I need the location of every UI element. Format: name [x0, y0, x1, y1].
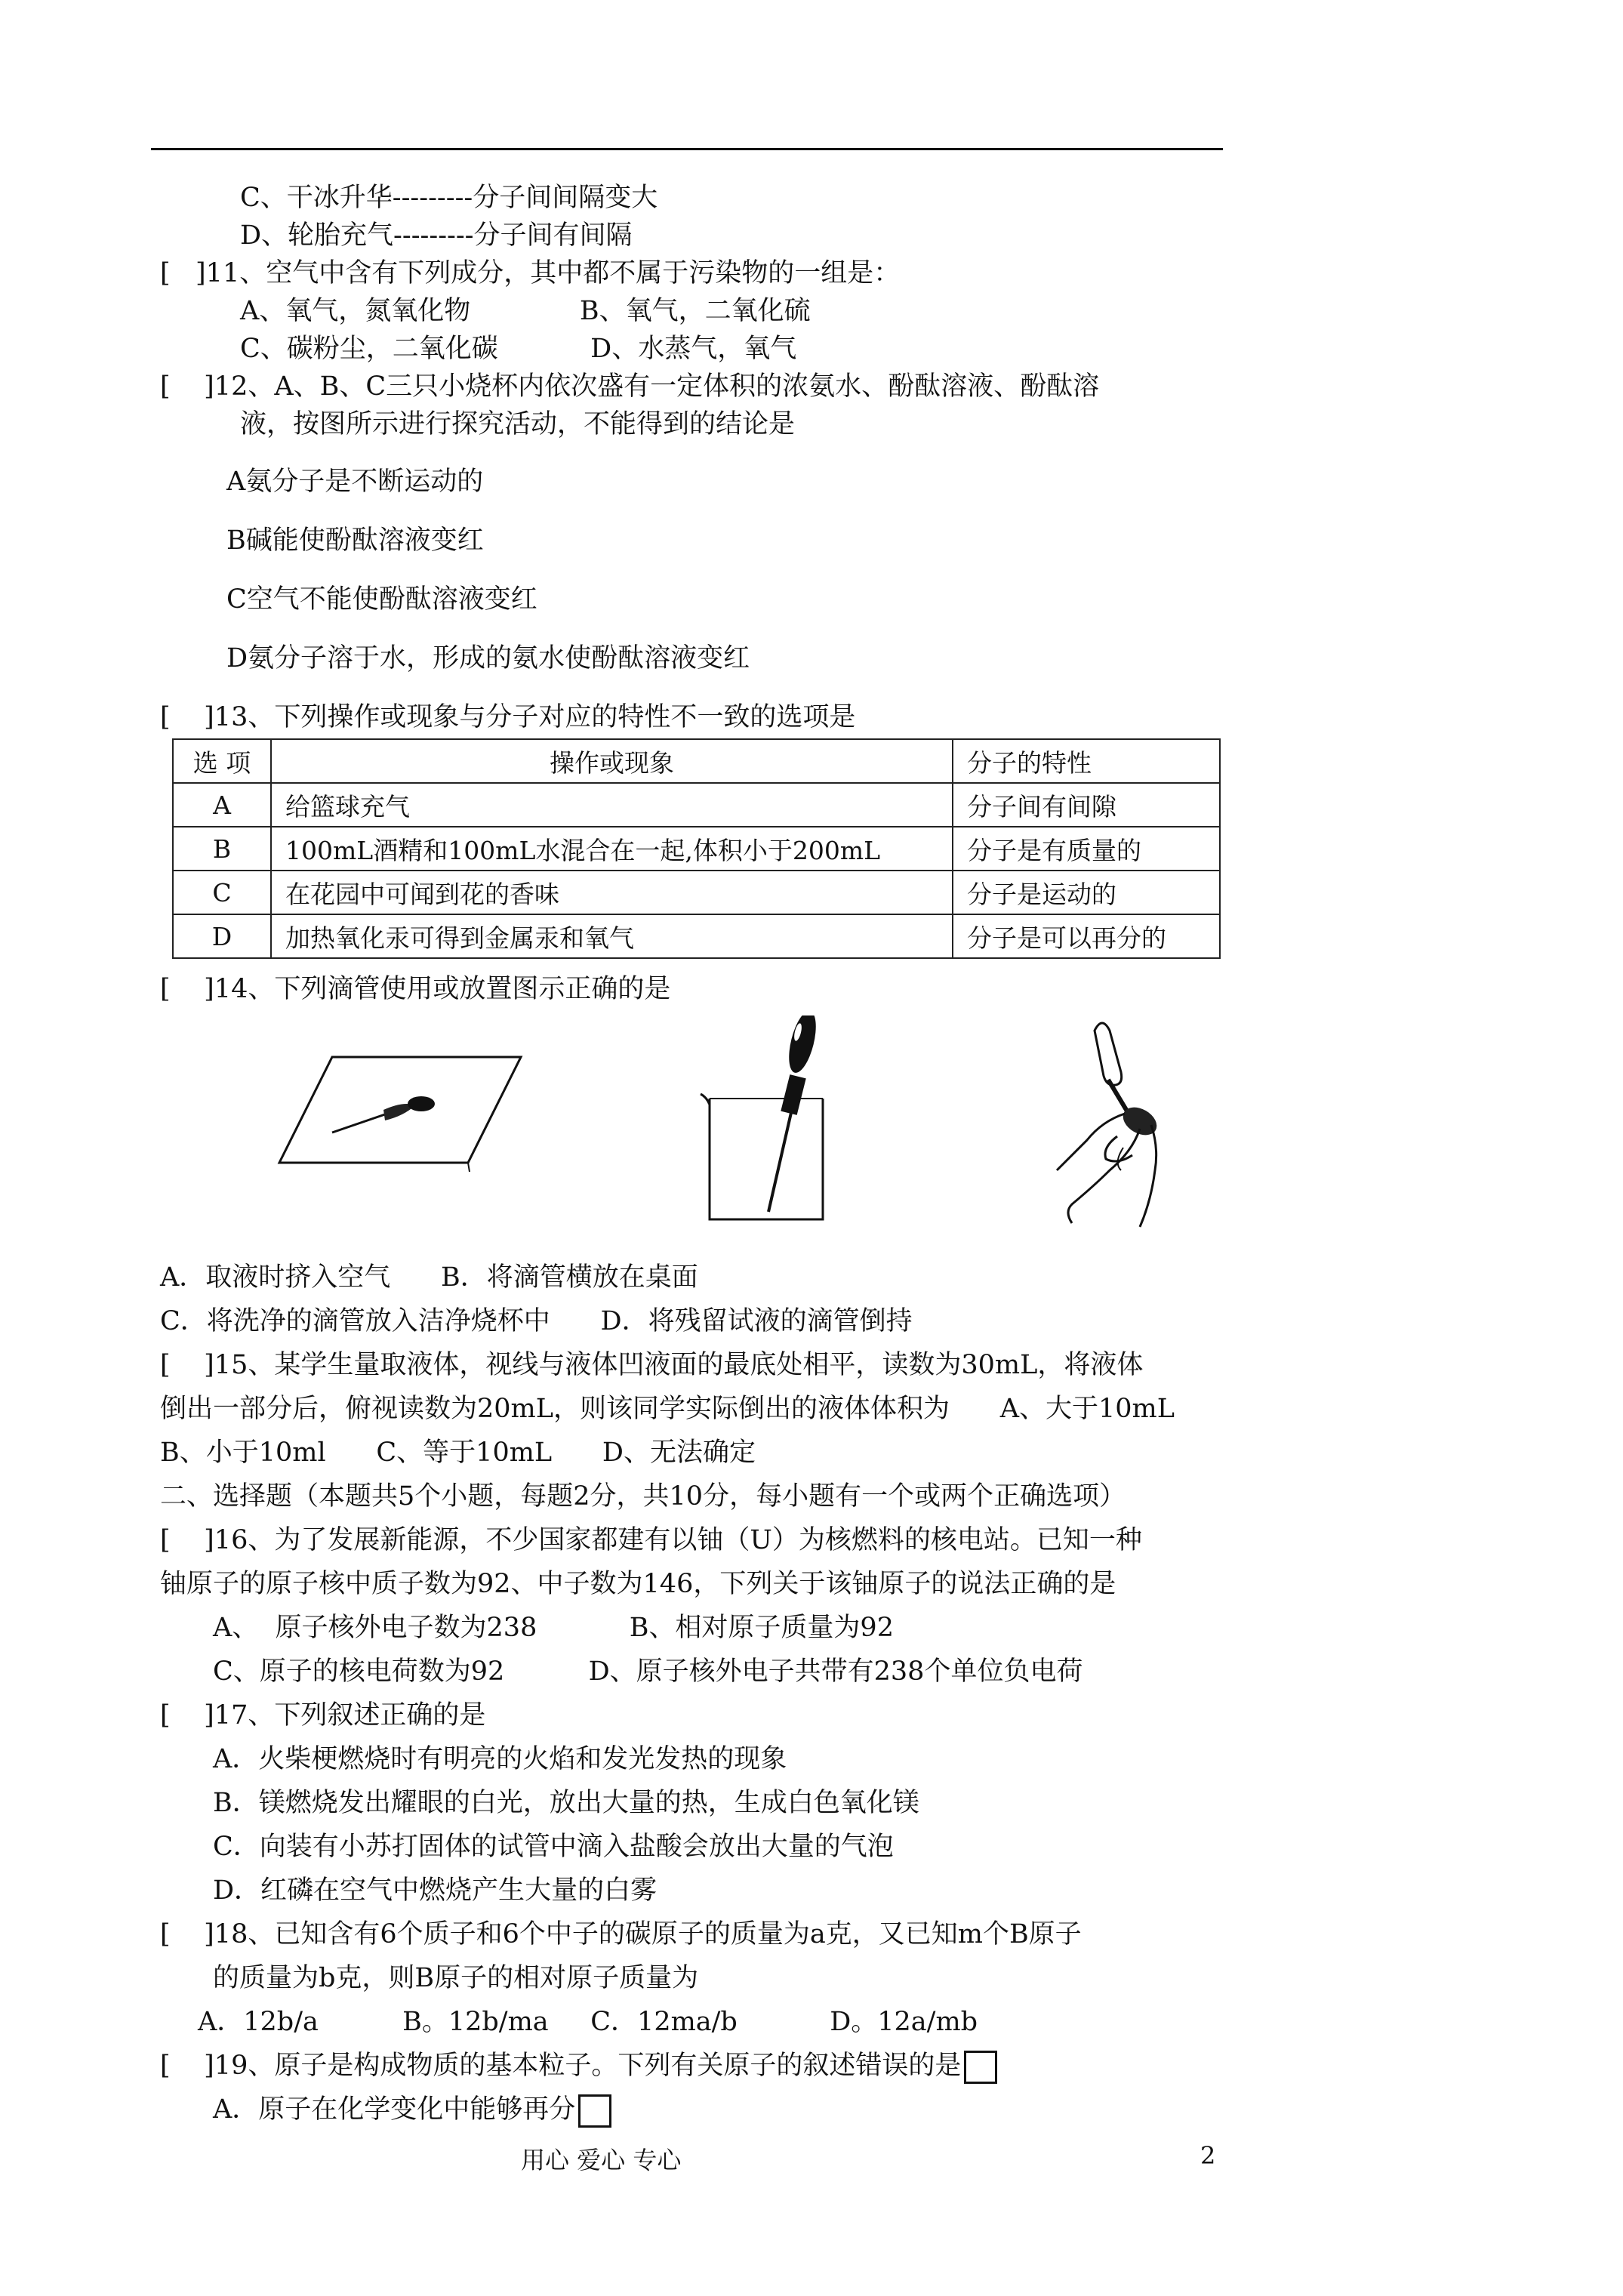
q12-option-c: C空气不能使酚酞溶液变红 [226, 584, 537, 615]
q14-options-ab: A．取液时挤入空气 B．将滴管横放在桌面 [160, 1262, 698, 1293]
page-number: 2 [1200, 2141, 1216, 2170]
q17-option-c: C．向装有小苏打固体的试管中滴入盐酸会放出大量的气泡 [213, 1832, 894, 1862]
q14-options-cd: C．将洗净的滴管放入洁净烧杯中 D．将残留试液的滴管倒持 [160, 1306, 913, 1336]
table-cell: 给篮球充气 [271, 783, 953, 827]
section-2-heading: 二、选择题（本题共5个小题，每题2分，共10分，每小题有一个或两个正确选项） [160, 1481, 1126, 1512]
q11-options-ab: A、氧气，氮氧化物 B、氧气，二氧化硫 [240, 296, 811, 326]
q17-option-d: D．红磷在空气中燃烧产生大量的白雾 [213, 1875, 658, 1906]
q18-stem-line2: 的质量为b克，则B原子的相对原子质量为 [213, 1963, 699, 1993]
table-header-row [173, 739, 1220, 783]
q11-options-cd: C、碳粉尘，二氧化碳 D、水蒸气，氧气 [240, 334, 797, 364]
q13-table [172, 738, 1221, 959]
q19-option-a-text: A．原子在化学变化中能够再分 [213, 2094, 576, 2125]
inverted-dropper-hand-figure [1027, 1015, 1223, 1234]
dropper-on-desk-figure [264, 1042, 528, 1178]
q13-stem: [ ]13、下列操作或现象与分子对应的特性不一致的选项是 [160, 702, 856, 732]
table-cell: C [173, 871, 271, 914]
q12-stem-line2: 液，按图所示进行探究活动，不能得到的结论是 [240, 409, 796, 439]
dropper-in-beaker-figure [679, 1015, 861, 1227]
table-cell: 分子是运动的 [953, 871, 1220, 914]
q11-stem: [ ]11、空气中含有下列成分，其中都不属于污染物的一组是： [160, 258, 901, 288]
table-cell: 分子是可以再分的 [953, 914, 1220, 958]
empty-box-icon [964, 2051, 997, 2084]
q16-options-ab: A、 原子核外电子数为238 B、相对原子质量为92 [213, 1613, 894, 1643]
table-header-cell: 选 项 [173, 739, 271, 783]
q17-option-a: A．火柴梗燃烧时有明亮的火焰和发光发热的现象 [213, 1744, 787, 1774]
table-row [173, 914, 1220, 958]
table-cell: 分子间有间隙 [953, 783, 1220, 827]
q15-stem-line2: 倒出一部分后，俯视读数为20mL，则该同学实际倒出的液体体积为 A、大于10mL [160, 1394, 1175, 1424]
q17-stem: [ ]17、下列叙述正确的是 [160, 1700, 486, 1730]
table-cell: B [173, 827, 271, 871]
q15-stem-line1: [ ]15、某学生量取液体，视线与液体凹液面的最底处相平，读数为30mL，将液体 [160, 1350, 1144, 1380]
q16-stem-line1: [ ]16、为了发展新能源，不少国家都建有以铀（U）为核燃料的核电站。已知一种 [160, 1525, 1142, 1555]
table-row [173, 783, 1220, 827]
empty-box-icon [578, 2094, 611, 2128]
table-cell: A [173, 783, 271, 827]
q15-options: B、小于10ml C、等于10mL D、无法确定 [160, 1438, 756, 1468]
table-cell: D [173, 914, 271, 958]
q16-stem-line2: 铀原子的原子核中质子数为92、中子数为146，下列关于该铀原子的说法正确的是 [160, 1569, 1116, 1599]
table-row [173, 871, 1220, 914]
table-header-cell: 分子的特性 [953, 739, 1220, 783]
table-header-cell: 操作或现象 [271, 739, 953, 783]
q12-option-d: D氨分子溶于水，形成的氨水使酚酞溶液变红 [226, 643, 750, 673]
table-cell: 加热氧化汞可得到金属汞和氧气 [271, 914, 953, 958]
q12-option-a: A氨分子是不断运动的 [226, 467, 484, 497]
table-cell: 100mL酒精和100mL水混合在一起,体积小于200mL [271, 827, 953, 871]
q14-stem: [ ]14、下列滴管使用或放置图示正确的是 [160, 974, 671, 1004]
table-cell: 分子是有质量的 [953, 827, 1220, 871]
footer-slogan: 用心 爱心 专心 [521, 2146, 682, 2174]
q19-stem-text: [ ]19、原子是构成物质的基本粒子。下列有关原子的叙述错误的是 [160, 2051, 962, 2081]
table-row [173, 827, 1220, 871]
q16-options-cd: C、原子的核电荷数为92 D、原子核外电子共带有238个单位负电荷 [213, 1657, 1083, 1687]
q17-option-b: B．镁燃烧发出耀眼的白光，放出大量的热，生成白色氧化镁 [213, 1788, 919, 1818]
q12-stem-line1: [ ]12、A、B、C三只小烧杯内依次盛有一定体积的浓氨水、酚酞溶液、酚酞溶 [160, 371, 1100, 402]
header-rule [151, 148, 1223, 150]
q19-stem [160, 2049, 997, 2084]
q18-stem-line1: [ ]18、已知含有6个质子和6个中子的碳原子的质量为a克，又已知m个B原子 [160, 1919, 1082, 1949]
q19-option-a [213, 2093, 611, 2128]
q12-option-b: B碱能使酚酞溶液变红 [226, 525, 484, 556]
q18-options: A．12b/a B。12b/ma C．12ma/b D。12a/mb [198, 2007, 978, 2037]
q10-option-d: D、轮胎充气---------分子间有间隔 [240, 220, 633, 251]
q10-option-c: C、干冰升华---------分子间间隔变大 [240, 183, 658, 213]
table-cell: 在花园中可闻到花的香味 [271, 871, 953, 914]
